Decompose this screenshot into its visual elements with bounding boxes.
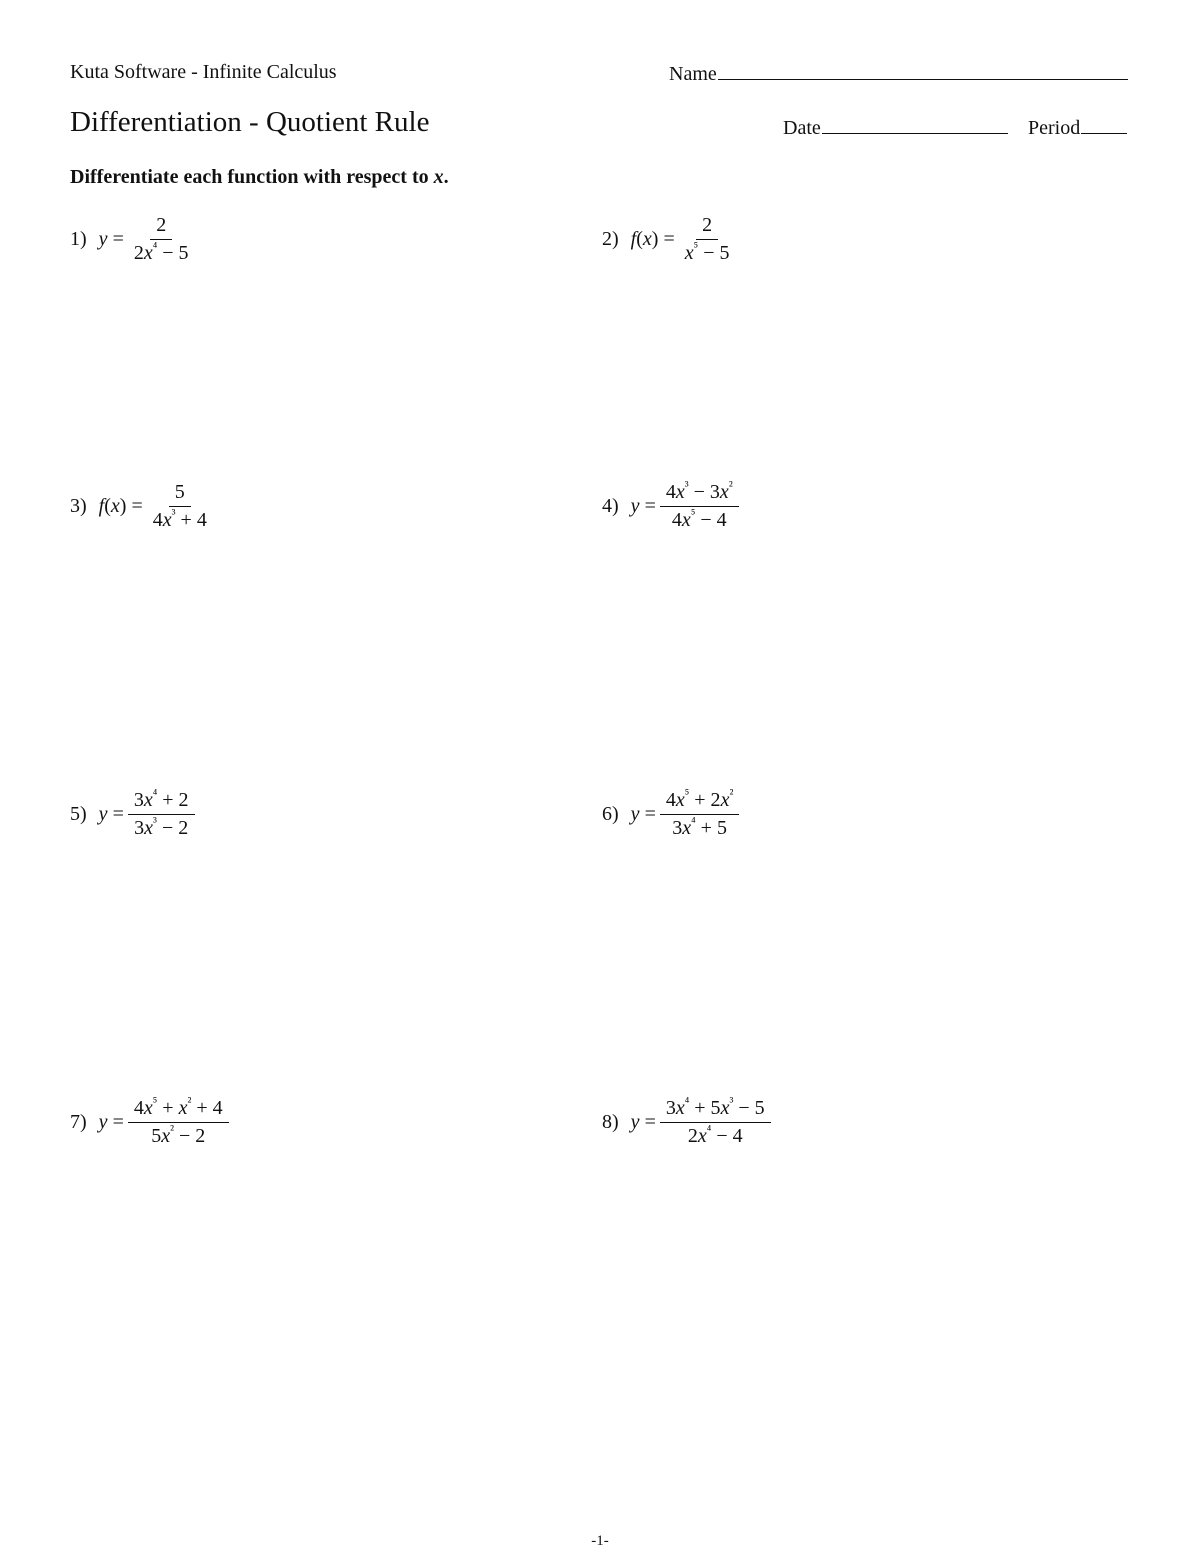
problem-number: 3) <box>70 495 87 517</box>
problem-2 <box>602 214 735 265</box>
fraction <box>128 214 195 265</box>
problem-number: 6) <box>602 803 619 825</box>
numerator: $4x^{^5} + x^{^2} + 4$ <box>128 1097 229 1123</box>
period-blank[interactable] <box>1081 115 1127 134</box>
denominator: $2x^{^4} - 5$ <box>133 239 189 264</box>
denominator: $3x^{^3} - 2$ <box>134 814 189 839</box>
problem-lhs: f(x) = <box>630 228 675 250</box>
problem-lhs: y = <box>630 1111 656 1133</box>
problem-lhs: y = <box>98 228 124 250</box>
publisher-label: Kuta Software - Infinite Calculus <box>70 61 337 83</box>
denominator: $4x^{^5} - 4$ <box>671 506 727 531</box>
fraction <box>660 478 739 532</box>
problem-number: 2) <box>602 228 619 250</box>
numerator: 2 <box>150 214 172 240</box>
problem-lhs: y = <box>98 803 124 825</box>
problem-7 <box>70 1094 229 1148</box>
period-label: Period <box>1028 117 1081 139</box>
problem-number: 1) <box>70 228 87 250</box>
fraction <box>147 481 213 532</box>
problem-3 <box>70 481 213 532</box>
period-field[interactable] <box>1028 115 1127 140</box>
name-label: Name <box>669 63 717 85</box>
problem-number: 8) <box>602 1111 619 1133</box>
problem-6 <box>602 786 739 840</box>
denominator: $3x^{^4} + 5$ <box>672 814 727 839</box>
instructions-variable: x <box>433 166 444 188</box>
problem-lhs: f(x) = <box>98 495 143 517</box>
problem-number: 7) <box>70 1111 87 1133</box>
problem-4 <box>602 478 739 532</box>
problem-8 <box>602 1094 771 1148</box>
instructions-end: . <box>443 166 449 188</box>
denominator: $4x^{^3} + 4$ <box>152 506 207 531</box>
page-number: -1- <box>591 1533 609 1549</box>
worksheet-title: Differentiation - Quotient Rule <box>70 106 430 138</box>
problem-lhs: y = <box>98 1111 124 1133</box>
instructions <box>70 166 449 189</box>
date-blank[interactable] <box>822 115 1008 134</box>
date-label: Date <box>783 117 821 139</box>
instructions-text: Differentiate each function with respect to <box>70 166 429 188</box>
fraction <box>660 1094 771 1148</box>
numerator: $3x^{^4} + 2$ <box>128 789 195 815</box>
problem-lhs: y = <box>630 803 656 825</box>
fraction <box>679 214 736 265</box>
denominator: $2x^{^4} - 4$ <box>687 1122 743 1147</box>
problem-5 <box>70 786 195 840</box>
name-field[interactable] <box>669 61 1128 86</box>
problem-lhs: y = <box>630 495 656 517</box>
fraction <box>660 786 740 840</box>
name-blank[interactable] <box>718 61 1128 80</box>
numerator: $4x^{^3} - 3x^{^2}$ <box>660 481 739 507</box>
fraction <box>128 786 195 840</box>
date-field[interactable] <box>783 115 1008 140</box>
denominator: $5x^{^2} - 2$ <box>151 1122 206 1147</box>
numerator: $4x^{^5} + 2x^{^2}$ <box>660 789 740 815</box>
problem-1 <box>70 214 195 265</box>
denominator: $x^{^5} - 5$ <box>684 239 730 264</box>
problem-number: 4) <box>602 495 619 517</box>
fraction <box>128 1094 229 1148</box>
numerator: 5 <box>169 481 191 507</box>
problem-number: 5) <box>70 803 87 825</box>
numerator: $3x^{^4} + 5x^{^3} - 5$ <box>660 1097 771 1123</box>
numerator: 2 <box>696 214 718 240</box>
